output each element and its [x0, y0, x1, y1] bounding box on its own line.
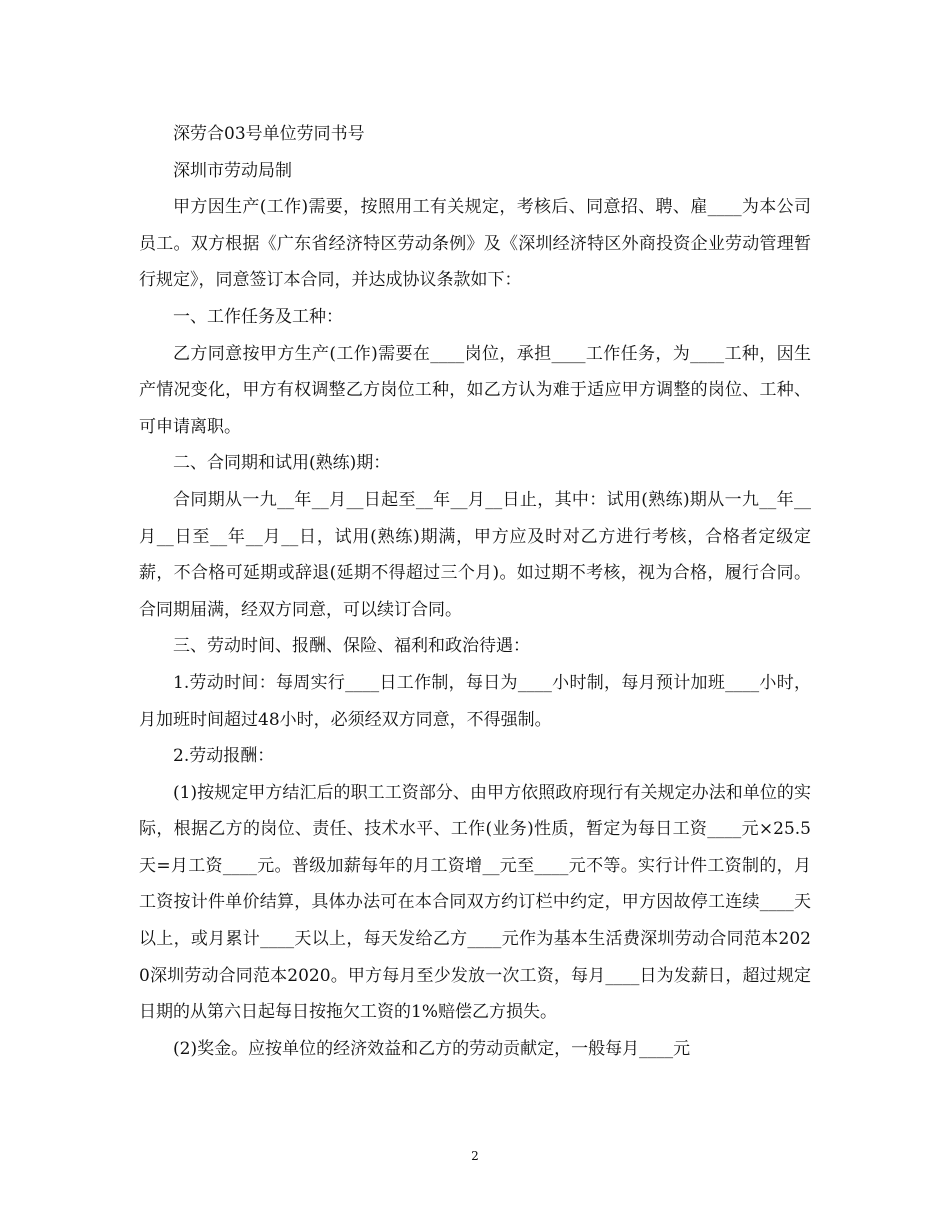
preamble-paragraph: 甲方因生产(工作)需要，按照用工有关规定，考核后、同意招、聘、雇____为本公司员工。双方根据《广东省经济特区劳动条例》及《深圳经济特区外商投资企业劳动管理暂行规定》，同意签订本合同，并达成协议条款如下：: [139, 197, 811, 291]
document-body: [139, 116, 811, 1067]
issuer-line: 深圳市劳动局制: [173, 160, 292, 181]
section-1-paragraph: 乙方同意按甲方生产(工作)需要在____岗位，承担____工作任务，为____工种，因生产情况变化，甲方有权调整乙方岗位工种，如乙方认为难于适应甲方调整的岗位、工种、可申请离职。: [139, 343, 811, 437]
section-heading-1: 一、工作任务及工种：: [173, 306, 343, 327]
section-2-paragraph: 合同期从一九__年__月__日起至__年__月__日止，其中：试用(熟练)期从一九__年__月__日至__年__月__日，试用(熟练)期满，甲方应及时对乙方进行考核，合格者定级定薪，不合格可延期或辞退(延期不得超过三个月)。如过期不考核，视为合格，履行合同。合同期届满，经双方同意，可以续订合同。: [139, 489, 811, 620]
wages-paragraph: (1)按规定甲方结汇后的职工工资部分、由甲方依照政府现行有关规定办法和单位的实际，根据乙方的岗位、责任、技术水平、工作(业务)性质，暂定为每日工资____元×25.5天=月工资____元。普级加薪每年的月工资增__元至____元不等。实行计件工资制的，月工资按计件单价结算，具体办法可在本合同双方约订栏中约定，甲方因故停工连续____天以上，或月累计____天以上，每天发给乙方____元作为基本生活费深圳劳动合同范本2020深圳劳动合同范本2020。甲方每月至少发放一次工资，每月____日为发薪日，超过规定日期的从第六日起每日按拖欠工资的1%赔偿乙方损失。: [139, 782, 811, 1023]
section-heading-2: 二、合同期和试用(熟练)期：: [173, 453, 391, 474]
bonus-paragraph: (2)奖金。应按单位的经济效益和乙方的劳动贡献定，一般每月____元: [173, 1038, 691, 1059]
page-number: 2: [471, 1149, 479, 1163]
working-hours-paragraph: 1.劳动时间：每周实行____日工作制，每日为____小时制，每月预计加班____小时，月加班时间超过48小时，必须经双方同意，不得强制。: [139, 672, 811, 730]
remuneration-heading: 2.劳动报酬：: [173, 746, 275, 767]
contract-number-line: 深劳合03号单位劳同书号: [173, 124, 365, 144]
section-heading-3: 三、劳动时间、报酬、保险、福利和政治待遇：: [173, 636, 530, 657]
